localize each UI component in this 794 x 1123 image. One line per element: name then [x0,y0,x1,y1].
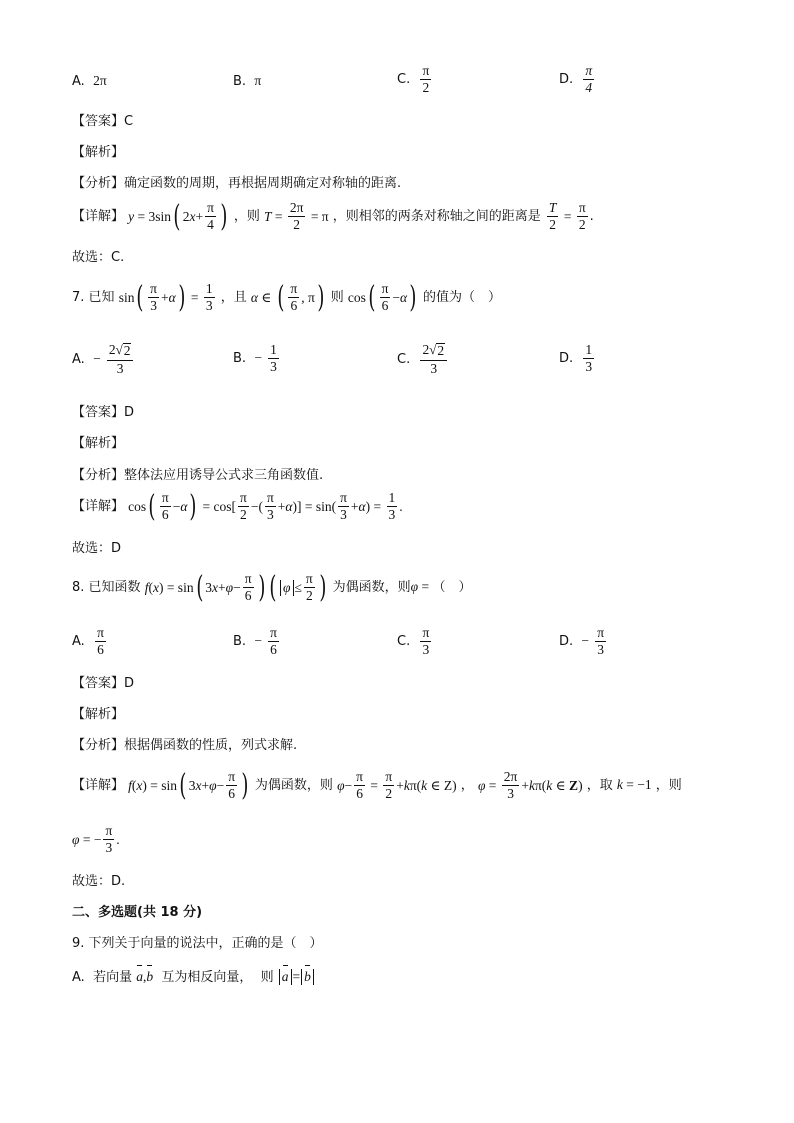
formula-y: y = 3sin ( 2 x + $\frac{\pi}{4}$ ) [128,198,228,234]
q7-analysis-tag: 【解析】 [72,436,125,451]
formula-detail-f: f ( x ) = sin ( 3 x + φ − $\frac{\pi}{6}$ ) [128,767,249,803]
q8-option-c: C. $\frac{\pi}{3}$ [397,625,430,658]
q6-analysis-tag: 【解析】 [72,145,125,160]
fraction: $\frac{1}{3}$ [270,342,277,375]
q6-answer: 【答案】C [72,114,134,129]
q9-option-a: A. 若向量 a,b 互为相反向量， 则 a = b [72,966,315,985]
q7-answer: 【答案】D [72,405,135,420]
q8-detail: 【详解】 f ( x ) = sin ( 3 x + φ − $\frac{\pi}{6}$ ) 为偶函数，则 φ − $\frac{\pi}{6}$ = $\frac{\pi}{2}$ + k π( k ∈ Z) ， φ = $\frac{2\pi}{3}$ + k π( k ∈ Z ) ，取 k = −1 ，则 [72,767,682,803]
section-title: 二、多选题(共 18 分) [72,905,203,920]
q7-option-d: D. $\frac{1}{3}$ [559,342,593,375]
q6-option-a: A. 2π [72,73,107,89]
fraction: 2 √ 2 3 [107,343,134,376]
q6-option-c: C. $\frac{\pi}{2}$ [397,63,430,96]
q6-option-b: B. π [233,73,262,89]
formula-f: f ( x ) = sin ( 3 x + φ − $\frac{\pi}{6}$ ) ( φ ≤ $\frac{\pi}{2}$ ) [144,569,327,605]
formula-target: cos ( $\frac{\pi}{6}$ − α ) [347,279,417,315]
fraction: $\frac{\pi}{3}$ [597,625,605,658]
q8-stem: 8. 已知函数 f ( x ) = sin ( 3 x + φ − $\frac{\pi}{6}$ ) ( φ ≤ $\frac{\pi}{2}$ ) 为偶函数，则φ = （ ） [72,569,472,605]
q7-choose: 故选：D [72,541,122,556]
formula-given: sin ( $\frac{\pi}{3}$ + α ) = $\frac{1}{3}$ [118,279,213,315]
q9-stem: 9. 下列关于向量的说法中，正确的是（ ） [72,936,323,951]
q6-choose: 故选：C. [72,250,125,265]
fraction: $\frac{\pi}{6}$ [97,625,104,658]
formula-distance: $\frac{T}{2}$ = $\frac{\pi}{2}$ [548,200,586,233]
q7-stem: 7. 已知 sin ( $\frac{\pi}{3}$ + α ) = $\frac{1}{3}$ ，且 α ∈ ( $\frac{\pi}{6}$ , π ) 则 cos ( $\frac{\pi}{6}$ − α ) 的值为（ ） [72,279,501,315]
formula-period: T = $\frac{2\pi}{2}$ = π [263,200,329,233]
fraction: $\frac{\pi}{4}$ [585,63,593,96]
q6-option-d: D. $\frac{\pi}{4}$ [559,63,593,96]
q7-detail: 【详解】 cos ( $\frac{\pi}{6}$ − α ) = cos[ $\frac{\pi}{2}$ −( $\frac{\pi}{3}$ + α )] = sin( $\frac{\pi}{3}$ + α ) = $\frac{1}{3}$ . [72,488,403,524]
q8-choose: 故选：D. [72,874,126,889]
formula-domain: α ∈ ( $\frac{\pi}{6}$ , π ) [250,279,325,315]
q8-answer: 【答案】D [72,676,135,691]
formula-detail: cos ( $\frac{\pi}{6}$ − α ) = cos[ $\frac{\pi}{2}$ −( $\frac{\pi}{3}$ + α )] = sin( $\frac{\pi}{3}$ + α ) = $\frac{1}{3}$ . [128,488,403,524]
q8-option-a: A. $\frac{\pi}{6}$ [72,625,104,658]
fraction: $\frac{\pi}{2}$ [422,63,430,96]
fraction: $\frac{1}{3}$ [585,342,593,375]
q7-option-c: C. 2 √ 2 3 [397,343,449,376]
formula-phi: φ = $\frac{2\pi}{3}$ + k π( k ∈ Z ) [477,769,583,802]
q7-option-a: A. − 2 √ 2 3 [72,343,135,376]
q8-fenxi: 【分析】根据偶函数的性质，列式求解. [72,738,298,753]
formula-result: φ = − $\frac{\pi}{3}$ . [72,823,120,856]
fraction: $\frac{\pi}{3}$ [422,625,430,658]
fraction: $\frac{\pi}{6}$ [270,625,277,658]
formula-even: φ − $\frac{\pi}{6}$ = $\frac{\pi}{2}$ + k π( k ∈ Z) [337,769,457,802]
q6-fenxi: 【分析】确定函数的周期，再根据周期确定对称轴的距离. [72,176,402,191]
q7-option-b: B. − $\frac{1}{3}$ [233,342,277,375]
q8-analysis-tag: 【解析】 [72,707,125,722]
q7-fenxi: 【分析】整体法应用诱导公式求三角函数值. [72,468,324,483]
q8-option-d: D. − $\frac{\pi}{3}$ [559,625,605,658]
q6-detail: 【详解】 y = 3sin ( 2 x + $\frac{\pi}{4}$ ) ，则 T = $\frac{2\pi}{2}$ = π ，则相邻的两条对称轴之间的距离是 $\frac{T}{2}$ = $\frac{\pi}{2}$ . [72,198,594,234]
fraction: 2 √ 2 3 [420,343,447,376]
q8-option-b: B. − $\frac{\pi}{6}$ [233,625,277,658]
q8-result [72,824,120,855]
